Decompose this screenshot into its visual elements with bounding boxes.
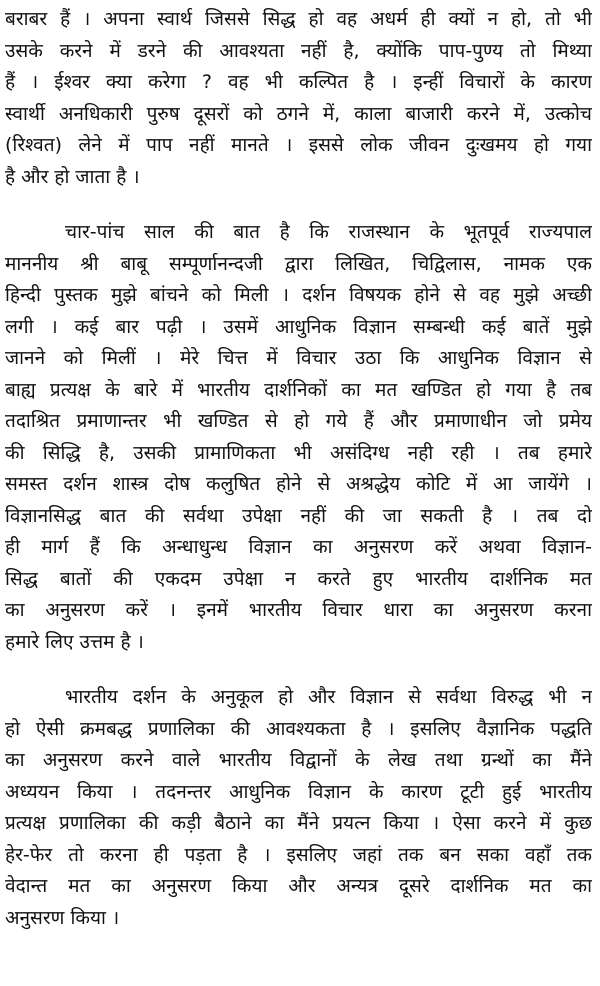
text-line: सिद्ध बातों की एकदम उपेक्षा न करते हुए भारतीय दार्शनिक मत — [5, 567, 592, 590]
text-line: स्वार्थी अनधिकारी पुरुष दूसरों को ठगने में, काला बाजारी करने में, उत्कोच — [5, 102, 592, 125]
text-line: हिन्दी पुस्तक मुझे बांचने को मिली । दर्शन विषयक होने से वह मुझे अच्छी — [5, 284, 592, 306]
text-line: हैं । ईश्वर क्या करेगा ? वह भी कल्पित है । इन्हीं विचारों के कारण — [5, 71, 592, 93]
text-line: लगी । कई बार पढ़ी । उसमें आधुनिक विज्ञान सम्बन्धी कई बातें मुझे — [5, 315, 592, 338]
text-line: विज्ञानसिद्ध बात की सर्वथा उपेक्षा नहीं की जा सकती है । तब दो — [5, 504, 592, 527]
text-line: जानने को मिलीं । मेरे चित्त में विचार उठा कि आधुनिक विज्ञान से — [5, 347, 592, 369]
text-line: वेदान्त मत का अनुसरण किया और अन्यत्र दूसरे दार्शनिक मत का — [5, 875, 592, 897]
paragraph-2 — [5, 217, 592, 658]
paragraph-1 — [5, 4, 592, 193]
text-line: बराबर हैं । अपना स्वार्थ जिससे सिद्ध हो वह अधर्म ही क्यों न हो, तो भी — [5, 8, 592, 30]
text-line: की सिद्धि है, उसकी प्रामाणिकता भी असंदिग्ध नही रही । तब हमारे — [5, 441, 592, 464]
paragraph-3 — [5, 682, 592, 934]
text-line: है और हो जाता है । — [5, 165, 140, 188]
text-line: बाह्य प्रत्यक्ष के बारे में भारतीय दार्शनिकों का मत खण्डित हो गया है तब — [5, 378, 592, 401]
text-line: उसके करने में डरने की आवश्यता नहीं है, क्योंकि पाप-पुण्य तो मिथ्या — [5, 39, 592, 62]
text-line: भारतीय दर्शन के अनुकूल हो और विज्ञान से सर्वथा विरुद्ध भी न — [65, 686, 592, 708]
text-line: (रिश्वत) लेने में पाप नहीं मानते । इससे लोक जीवन दुःखमय हो गया — [5, 134, 592, 156]
text-line: अनुसरण किया । — [5, 906, 120, 929]
text-line: हमारे लिए उत्तम है । — [5, 630, 144, 653]
text-line: ही मार्ग हैं कि अन्धाधुन्ध विज्ञान का अनुसरण करें अथवा विज्ञान- — [5, 536, 592, 558]
text-line: प्रत्यक्ष प्रणालिका की कड़ी बैठाने का मैंने प्रयत्न किया । ऐसा करने में कुछ — [5, 812, 592, 834]
text-line: तदाश्रित प्रमाणान्तर भी खण्डित से हो गये हैं और प्रमाणाधीन जो प्रमेय — [5, 410, 592, 432]
text-line: माननीय श्री बाबू सम्पूर्णानन्दजी द्वारा लिखित, चिद्विलास, नामक एक — [5, 252, 592, 275]
text-line: अध्ययन किया । तदनन्तर आधुनिक विज्ञान के कारण टूटी हुई भारतीय — [5, 780, 592, 803]
text-line: समस्त दर्शन शास्त्र दोष कलुषित होने से अश्रद्धेय कोटि में आ जायेंगे । — [5, 473, 592, 495]
text-line: का अनुसरण करने वाले भारतीय विद्वानों के लेख तथा ग्रन्थों का मैंने — [5, 749, 592, 771]
text-line: चार-पांच साल की बात है कि राजस्थान के भूतपूर्व राज्यपाल — [65, 221, 592, 243]
text-line: हो ऐसी क्रमबद्ध प्रणालिका की आवश्यकता है । इसलिए वैज्ञानिक पद्धति — [5, 717, 592, 740]
text-line: हेर-फेर तो करना ही पड़ता है । इसलिए जहां तक बन सका वहाँ तक — [5, 843, 592, 866]
text-line: का अनुसरण करें । इनमें भारतीय विचार धारा का अनुसरण करना — [5, 599, 592, 621]
